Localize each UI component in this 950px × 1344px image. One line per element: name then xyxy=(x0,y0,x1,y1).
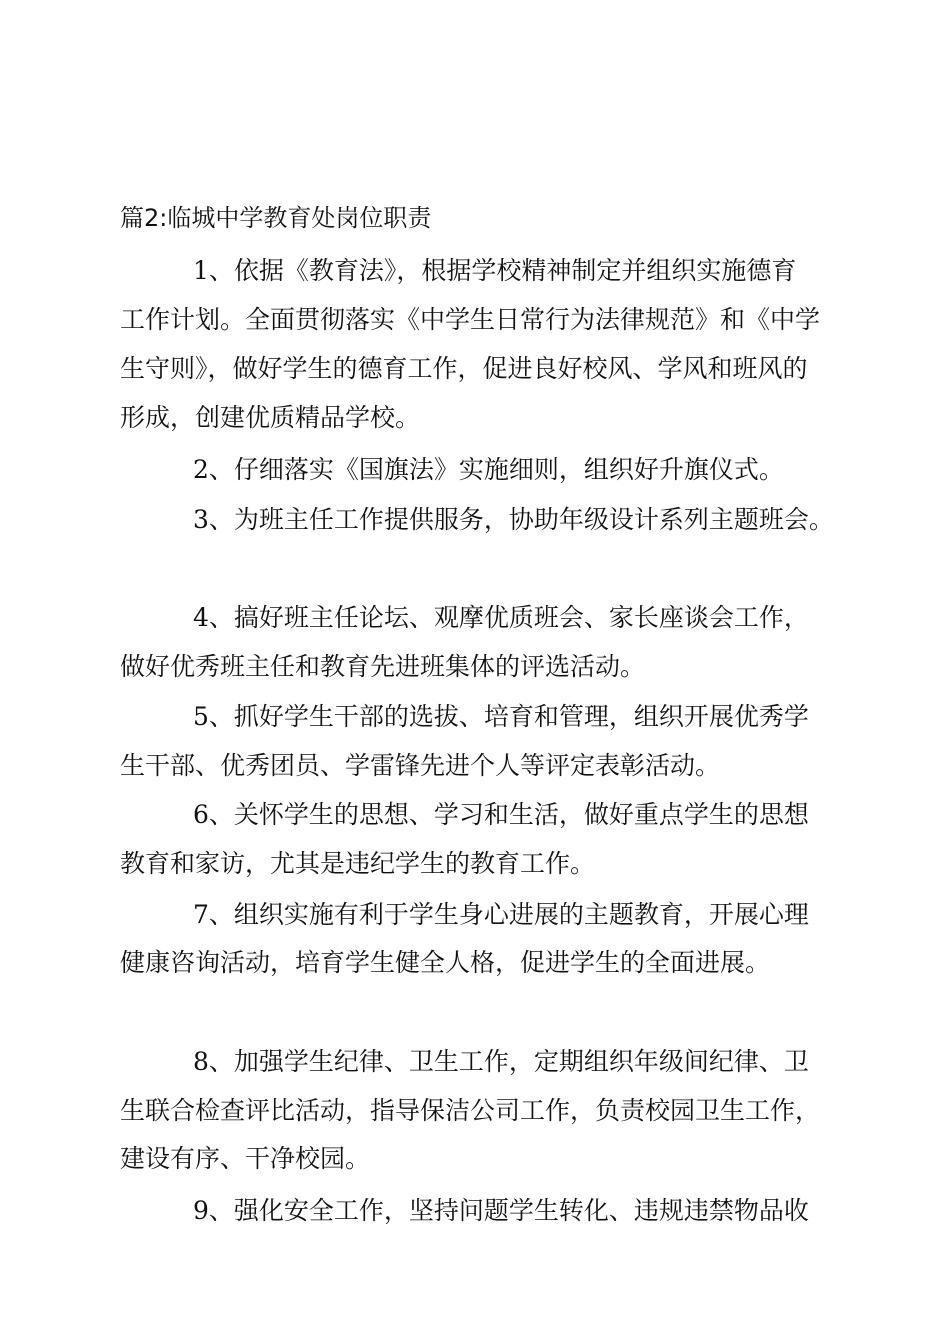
paragraph-line: 7、组织实施有利于学生身心进展的主题教育，开展心理 xyxy=(193,900,809,929)
paragraph-line: 工作计划。全面贯彻落实《中学生日常行为法律规范》和《中学 xyxy=(120,305,821,334)
paragraph-line: 5、抓好学生干部的选拔、培育和管理，组织开展优秀学 xyxy=(193,702,809,731)
paragraph-line: 生干部、优秀团员、学雷锋先进个人等评定表彰活动。 xyxy=(120,751,721,780)
paragraph-line: 做好优秀班主任和教育先进班集体的评选活动。 xyxy=(120,652,646,681)
paragraph-line: 8、加强学生纪律、卫生工作，定期组织年级间纪律、卫 xyxy=(193,1047,809,1076)
paragraph-line: 2、仔细落实《国旗法》实施细则，组织好升旗仪式。 xyxy=(193,455,784,484)
paragraph-line: 3、为班主任工作提供服务，协助年级设计系列主题班会。 xyxy=(193,505,834,534)
paragraph-line: 形成，创建优质精品学校。 xyxy=(120,403,421,432)
paragraph-line: 教育和家访，尤其是违纪学生的教育工作。 xyxy=(120,849,596,878)
paragraph-line: 4、搞好班主任论坛、观摩优质班会、家长座谈会工作， xyxy=(193,603,809,632)
paragraph-line: 建设有序、干净校园。 xyxy=(120,1144,371,1173)
paragraph-line: 9、强化安全工作，坚持问题学生转化、违规违禁物品收 xyxy=(193,1196,809,1225)
paragraph-line: 健康咨询活动，培育学生健全人格，促进学生的全面进展。 xyxy=(120,948,771,977)
section-heading: 篇2:临城中学教育处岗位职责 xyxy=(120,204,432,232)
paragraph-line: 生联合检查评比活动，指导保洁公司工作，负责校园卫生工作， xyxy=(120,1096,821,1125)
paragraph-line: 生守则》，做好学生的德育工作，促进良好校风、学风和班风的 xyxy=(120,354,808,383)
paragraph-line: 1、依据《教育法》，根据学校精神制定并组织实施德育 xyxy=(193,256,797,285)
paragraph-line: 6、关怀学生的思想、学习和生活，做好重点学生的思想 xyxy=(193,800,809,829)
